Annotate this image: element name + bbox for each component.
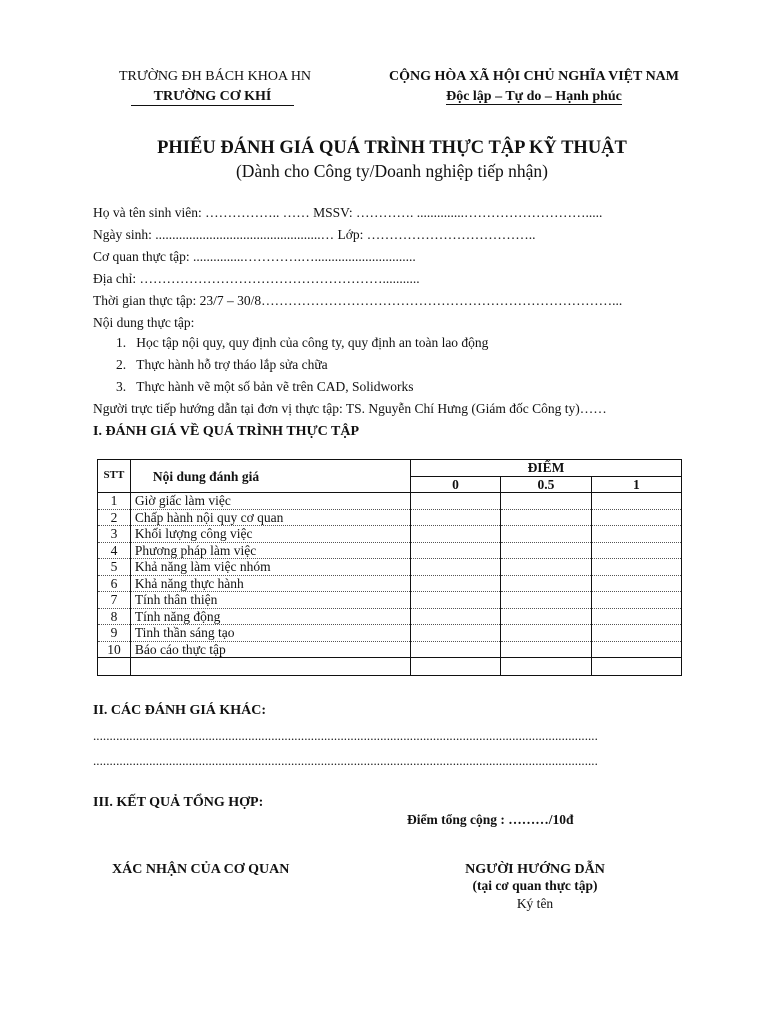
empty-cell [410, 658, 500, 676]
score-cell[interactable] [410, 542, 500, 559]
table-row [98, 608, 682, 625]
score-cell[interactable] [591, 575, 681, 592]
score-cell[interactable] [501, 592, 591, 609]
supervisor-subtitle: (tại cơ quan thực tập) [472, 878, 598, 893]
row-stt: 4 [98, 542, 131, 559]
score-header: ĐIỂM [410, 460, 681, 477]
row-stt: 2 [98, 509, 131, 526]
table-row [98, 509, 682, 526]
score-cell[interactable] [410, 493, 500, 510]
supervisor-title: NGƯỜI HƯỚNG DẪN [465, 862, 605, 877]
period-line: Thời gian thực tập: 23/7 – 30/8……………………………………………………………………... [93, 293, 623, 308]
table-row-empty [98, 658, 682, 676]
score-cell[interactable] [591, 493, 681, 510]
score-col-05: 0.5 [501, 476, 591, 493]
total-score: Điểm tổng cộng : ………/10đ [407, 812, 574, 827]
table-row [98, 493, 682, 510]
content-header: Nội dung đánh giá [130, 460, 410, 493]
score-cell[interactable] [410, 526, 500, 543]
table-row [98, 592, 682, 609]
score-cell[interactable] [410, 625, 500, 642]
section-3-title: III. KẾT QUẢ TỔNG HỢP: [93, 795, 264, 810]
national-motto-text: Độc lập – Tự do – Hạnh phúc [446, 89, 622, 104]
national-motto [420, 88, 648, 105]
score-cell[interactable] [501, 559, 591, 576]
supervisor-line: Người trực tiếp hướng dẫn tại đơn vị thực tập: TS. Nguyễn Chí Hưng (Giám đốc Công ty)…… [93, 401, 607, 416]
row-stt: 7 [98, 592, 131, 609]
row-stt: 9 [98, 625, 131, 642]
score-cell[interactable] [591, 625, 681, 642]
section-2-title: II. CÁC ĐÁNH GIÁ KHÁC: [93, 703, 267, 718]
row-stt: 5 [98, 559, 131, 576]
score-cell[interactable] [410, 641, 500, 658]
score-cell[interactable] [501, 526, 591, 543]
other-evaluation-line-2[interactable]: ......................................................................................................................................................... [93, 753, 598, 768]
university-name: TRƯỜNG ĐH BÁCH KHOA HN [118, 69, 312, 84]
national-title: CỘNG HÒA XÃ HỘI CHỦ NGHĨA VIỆT NAM [388, 69, 679, 84]
table-row [98, 625, 682, 642]
row-content: Phương pháp làm việc [130, 542, 410, 559]
dob-line: Ngày sinh: .................................................… Lớp: ……………………………….. [93, 227, 536, 242]
score-cell[interactable] [501, 625, 591, 642]
school-name: TRƯỜNG CƠ KHÍ [131, 88, 294, 106]
score-cell[interactable] [591, 641, 681, 658]
row-stt: 3 [98, 526, 131, 543]
score-cell[interactable] [501, 542, 591, 559]
score-col-0: 0 [410, 476, 500, 493]
score-cell[interactable] [501, 608, 591, 625]
table-row [98, 575, 682, 592]
row-content: Chấp hành nội quy cơ quan [130, 509, 410, 526]
company-line: Cơ quan thực tập: ...............………….….............................. [93, 249, 416, 264]
score-cell[interactable] [410, 559, 500, 576]
row-stt: 6 [98, 575, 131, 592]
score-cell[interactable] [501, 641, 591, 658]
score-cell[interactable] [410, 608, 500, 625]
empty-cell [130, 658, 410, 676]
signature-label: Ký tên [516, 896, 554, 911]
row-content: Tinh thần sáng tạo [130, 625, 410, 642]
score-cell[interactable] [410, 592, 500, 609]
content-item: 3. Thực hành vẽ một số bản vẽ trên CAD, Solidworks [116, 379, 414, 394]
table-row [98, 559, 682, 576]
stt-header: STT [98, 460, 131, 493]
score-col-1: 1 [591, 476, 681, 493]
row-content: Khả năng thực hành [130, 575, 410, 592]
content-label: Nội dung thực tập: [93, 315, 195, 330]
row-content: Báo cáo thực tập [130, 641, 410, 658]
score-cell[interactable] [591, 608, 681, 625]
row-content: Khối lượng công việc [130, 526, 410, 543]
empty-cell [591, 658, 681, 676]
score-cell[interactable] [591, 592, 681, 609]
row-stt: 8 [98, 608, 131, 625]
row-content: Tính năng động [130, 608, 410, 625]
score-cell[interactable] [591, 526, 681, 543]
table-row [98, 641, 682, 658]
evaluation-table [97, 459, 682, 676]
row-content: Tính thân thiện [130, 592, 410, 609]
score-cell[interactable] [501, 575, 591, 592]
page-subtitle: (Dành cho Công ty/Doanh nghiệp tiếp nhận) [235, 161, 549, 181]
company-confirm-title: XÁC NHẬN CỦA CƠ QUAN [112, 862, 290, 877]
address-line: Địa chỉ: ………………………………………………........... [93, 271, 420, 286]
row-content: Giờ giấc làm việc [130, 493, 410, 510]
empty-cell [98, 658, 131, 676]
section-1-title: I. ĐÁNH GIÁ VỀ QUÁ TRÌNH THỰC TẬP [93, 424, 360, 439]
row-stt: 10 [98, 641, 131, 658]
table-row [98, 526, 682, 543]
table-row [98, 542, 682, 559]
score-cell[interactable] [410, 575, 500, 592]
student-name-line: Họ và tên sinh viên: …………….. …… MSSV: …………. ..............………………………..... [93, 205, 603, 220]
other-evaluation-line-1[interactable]: ......................................................................................................................................................... [93, 728, 598, 743]
score-cell[interactable] [501, 509, 591, 526]
score-cell[interactable] [501, 493, 591, 510]
score-cell[interactable] [410, 509, 500, 526]
page-title: PHIẾU ĐÁNH GIÁ QUÁ TRÌNH THỰC TẬP KỸ THUẬT [157, 138, 627, 158]
row-content: Khả năng làm việc nhóm [130, 559, 410, 576]
content-item: 2. Thực hành hỗ trợ tháo lắp sửa chữa [116, 357, 328, 372]
score-cell[interactable] [591, 509, 681, 526]
row-stt: 1 [98, 493, 131, 510]
empty-cell [501, 658, 591, 676]
score-cell[interactable] [591, 559, 681, 576]
score-cell[interactable] [591, 542, 681, 559]
content-item: 1. Học tập nội quy, quy định của công ty, quy định an toàn lao động [116, 335, 489, 350]
